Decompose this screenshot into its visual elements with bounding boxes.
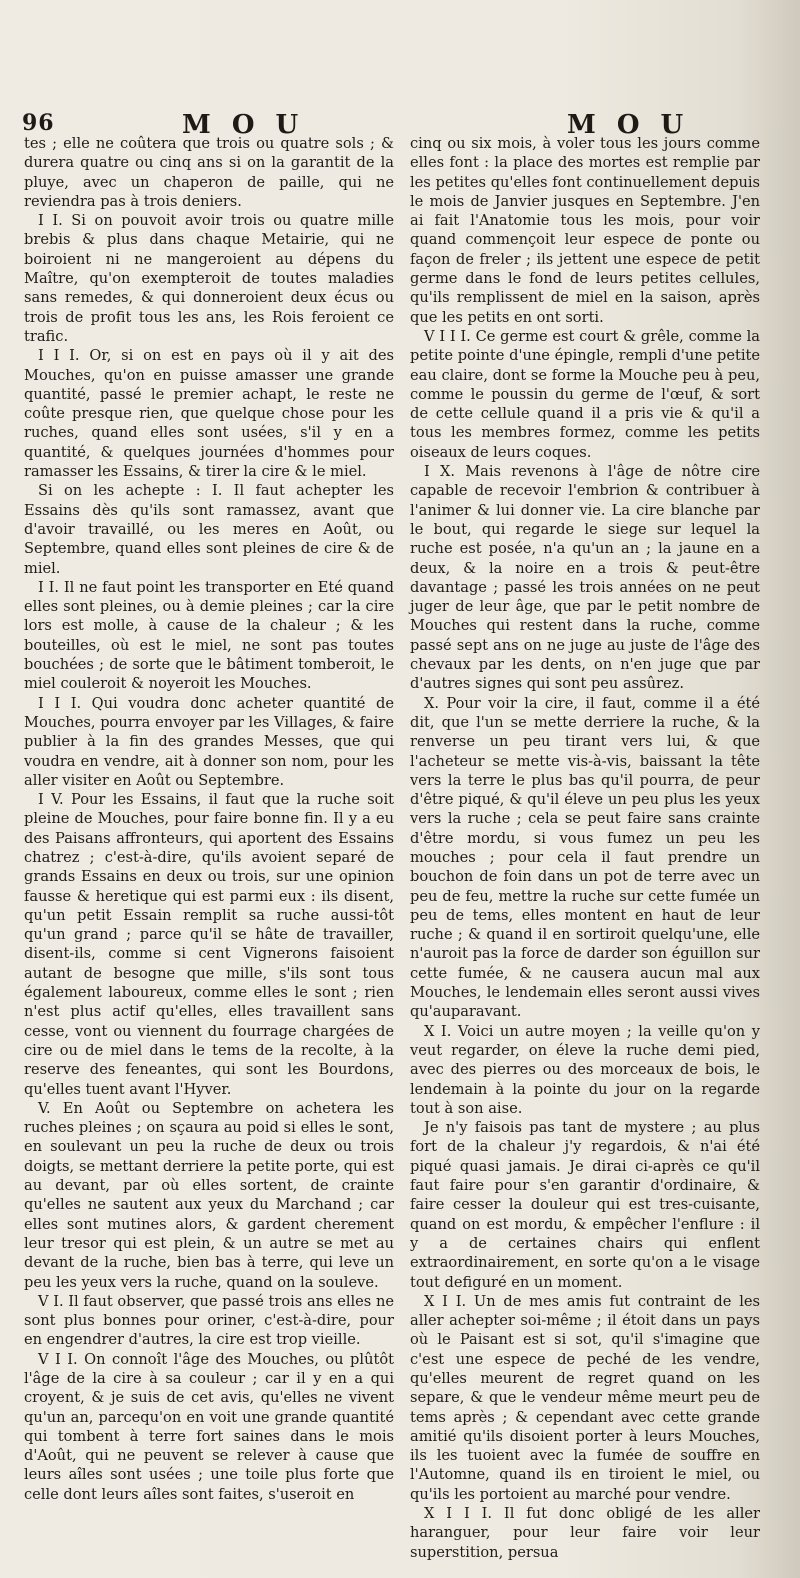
right-column [410, 134, 760, 1562]
left-column [24, 134, 394, 1504]
paragraph: Si on les achepte : I. Il faut achepter les Essains dès qu'ils sont ramassez, avant que d'avoir travaillé, ou les meres en Août, ou Septembre, quand elles sont pleines de cire & de miel. [24, 482, 394, 577]
paragraph: I X. Mais revenons à l'âge de nôtre cire capable de recevoir l'embrion & contribuer à l'animer & lui donner vie. La cire blanche par le bout, qui regarde le siege sur lequel la ruche est posée, n'a qu'un an ; la jaune en a deux, & la noire en a trois & peut-être davantage ; passé les trois années on ne peut juger de leur âge, que par le petit nombre de Mouches qui restent dans la ruche, comme passé sept ans on ne juge au juste de l'âge des chevaux par les dents, on n'en juge que par d'autres signes qui sont peu assûrez. [410, 463, 760, 693]
paragraph: tes ; elle ne coûtera que trois ou quatre sols ; & durera quatre ou cinq ans si on la garantit de la pluye, avec un chaperon de paille, qui ne reviendra pas à trois deniers. [24, 135, 394, 210]
paragraph: X I. Voici un autre moyen ; la veille qu'on y veut regarder, on éleve la ruche demi pied, avec des pierres ou des morceaux de bois, le lendemain à la pointe du jour on la regarde tout à son aise. [410, 1022, 760, 1117]
paragraph: X I I I. Il fut donc obligé de les aller haranguer, pour leur faire voir leur superstition, persua [410, 1505, 760, 1561]
paragraph: I I. Si on pouvoit avoir trois ou quatre mille brebis & plus dans chaque Metairie, qui ne boiroient ni ne mangeroient au dépens du Maître, qu'on exempteroit de toutes maladies sans remedes, & qui donneroient deux écus ou trois de profit tous les ans, les Rois feroient ce trafic. [24, 212, 394, 345]
paragraph: V I I. On connoît l'âge des Mouches, ou plûtôt l'âge de la cire à sa couleur ; car il y en a qui croyent, & je suis de cet avis, qu'elles ne vivent qu'un an, parcequ'on en voit une grande quantité qui tombent à terre fort saines dans le mois d'Août, qui ne peuvent se relever à cause que leurs aîles sont usées ; une toile plus forte que celle dont leurs aîles sont faites, s'useroit en [24, 1350, 394, 1503]
paragraph: I I I. Qui voudra donc acheter quantité de Mouches, pourra envoyer par les Villages, & faire publier à la fin des grandes Messes, que qui voudra en vendre, ait à donner son nom, pour les aller visiter en Août ou Septembre. [24, 694, 394, 789]
paragraph: I I. Il ne faut point les transporter en Eté quand elles sont pleines, ou à demie pleines ; car la cire lors est molle, à cause de la chaleur ; & les bouteilles, où est le miel, ne sont pas toutes bouchées ; de sorte que le bâtiment tomberoit, le miel couleroit & noyeroit les Mouches. [24, 578, 394, 693]
paragraph: V I. Il faut observer, que passé trois ans elles ne sont plus bonnes pour oriner, c'est-à-dire, pour en engendrer d'autres, la cire est trop vieille. [24, 1292, 394, 1349]
paragraph: cinq ou six mois, à voler tous les jours comme elles font : la place des mortes est remplie par les petites qu'elles font continuellement depuis le mois de Janvier jusques en Septembre. J'en ai fait l'Anatomie tous les mois, pour voir quand commençoit leur espece de ponte ou façon de freler ; ils jettent une espece de petit germe dans le fond de leurs petites cellules, qu'ils remplissent de miel en la saison, après que les petits en ont sorti. [410, 135, 760, 326]
page-number: 96 [22, 110, 55, 136]
paragraph: X. Pour voir la cire, il faut, comme il a été dit, que l'un se mette derriere la ruche, & la renverse un peu tirant vers lui, & que l'acheteur se mette vis-à-vis, baissant la tête vers la terre le plus bas qu'il pourra, de peur d'être piqué, & qu'il éleve un peu plus les yeux vers la ruche ; cela se peut faire sans crainte d'être mordu, si vous fumez un peu les mouches ; pour cela il faut prendre un bouchon de foin dans un pot de terre avec un peu de feu, mettre la ruche sur cette fumée un peu de tems, elles montent en haut de leur ruche ; & quand il en sortiroit quelqu'une, elle n'auroit pas la force de darder son éguillon sur cette fumée, & ne causera aucun mal aux Mouches, le lendemain elles seront aussi vives qu'auparavant. [410, 694, 760, 1021]
paragraph: Je n'y faisois pas tant de mystere ; au plus fort de la chaleur j'y regardois, & n'ai été piqué quasi jamais. Je dirai ci-après ce qu'il faut faire pour s'en garantir d'ordinaire, & faire cesser la douleur qui est tres-cuisante, quand on est mordu, & empêcher l'enflure : il y a de certaines chairs qui enflent extraordinairement, en sorte qu'on a le visage tout defiguré en un moment. [410, 1119, 760, 1291]
paragraph: I I I. Or, si on est en pays où il y ait des Mouches, qu'on en puisse amasser une grande quantité, passé le premier achapt, le reste ne coûte presque rien, que quelque chose pour les ruches, quand elles sont usées, s'il y en a quantité, & quelques journées d'hommes pour ramasser les Essains, & tirer la cire & le miel. [24, 347, 394, 481]
paragraph: X I I. Un de mes amis fut contraint de les aller achepter soi-même ; il étoit dans un pays où le Paisant est si sot, qu'il s'imagine que c'est une espece de peché de les vendre, qu'elles meurent de regret quand on les separe, & que le vendeur même meurt peu de tems après ; & cependant avec cette grande amitié qu'ils disoient porter à leurs Mouches, ils les tuoient avec la fumée de souffre en l'Automne, quand ils en tiroient le miel, ou qu'ils les portoient au marché pour vendre. [410, 1292, 760, 1503]
paragraph: I V. Pour les Essains, il faut que la ruche soit pleine de Mouches, pour faire bonne fin. Il y a eu des Paisans affronteurs, qui aportent des Essains chatrez ; c'est-à-dire, qu'ils avoient separé de grands Essains en deux ou trois, sur une opinion fausse & heretique qui est parmi eux : ils disent, qu'un petit Essain remplit sa ruche aussi-tôt qu'un grand ; parce qu'il se hâte de travailler, disent-ils, comme si cent Vignerons faisoient autant de besogne que mille, s'ils sont tous également laboureux, comme elles le sont ; rien n'est plus actif qu'elles, elles travaillent sans cesse, vont ou viennent du fourrage chargées de cire ou de miel dans le tems de la recolte, à la reserve des feneantes, qui sont les Bourdons, qu'elles tuent avant l'Hyver. [24, 791, 394, 1098]
running-head-left: M O U [182, 110, 305, 140]
paragraph: V I I I. Ce germe est court & grêle, comme la petite pointe d'une épingle, rempli d'une petite eau claire, dont se forme la Mouche peu à peu, comme le poussin du germe de l'œuf, & sort de cette cellule quand il a pris vie & qu'il a tous les membres formez, comme les petits oiseaux de leurs coques. [410, 327, 760, 461]
running-head-right: M O U [567, 110, 690, 140]
paragraph: V. En Août ou Septembre on achetera les ruches pleines ; on sçaura au poid si elles le sont, en soulevant un peu la ruche de deux ou trois doigts, se mettant derriere la petite porte, qui est au devant, par où elles sortent, de crainte qu'elles ne sautent aux yeux du Marchand ; car elles sont mutines alors, & gardent cherement leur tresor qui est plein, & un autre se met au devant de la ruche, bien bas à terre, qui leve un peu les yeux vers la ruche, quand on la souleve. [24, 1099, 394, 1291]
